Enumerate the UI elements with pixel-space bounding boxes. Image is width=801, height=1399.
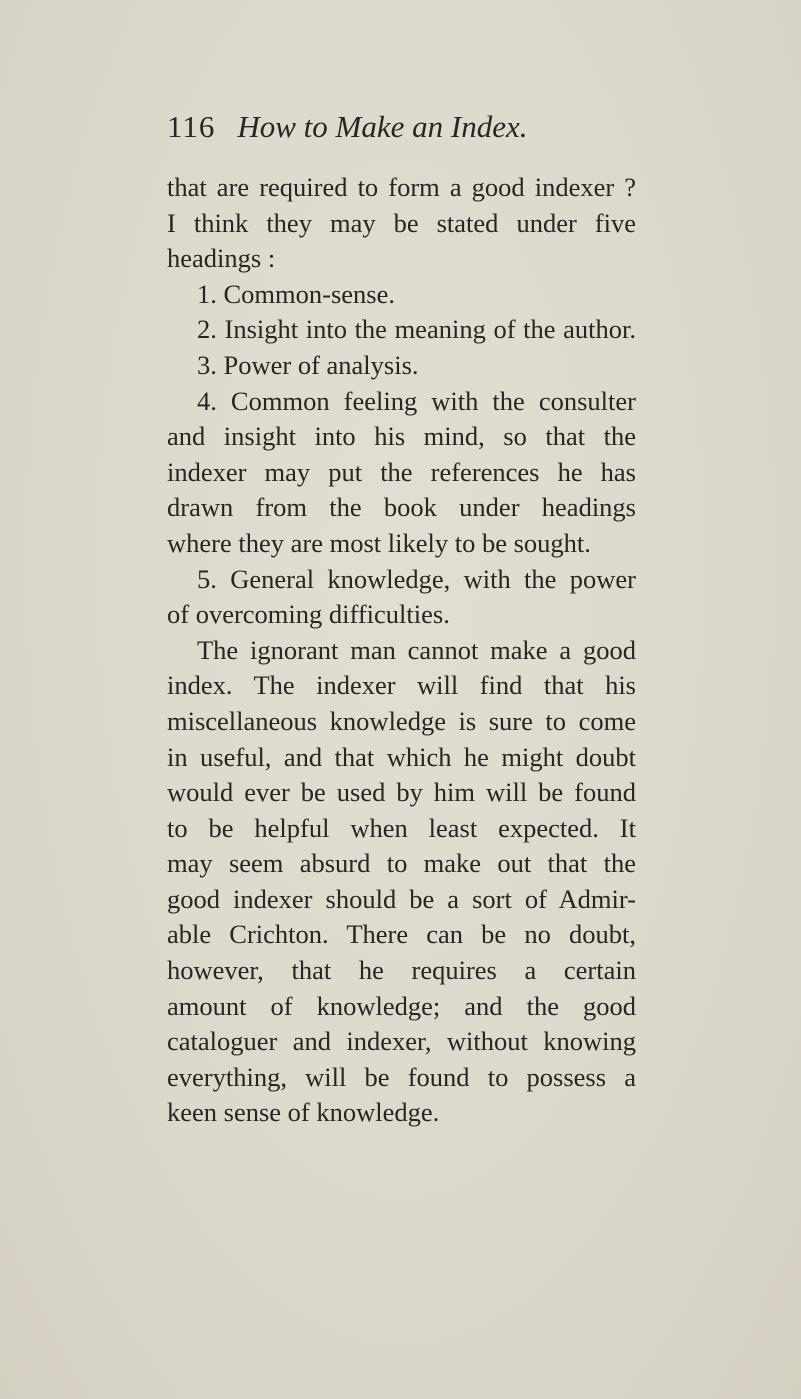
text-line: I think they may be stated under five — [167, 207, 636, 238]
text-line: and insight into his mind, so that the — [167, 421, 636, 452]
text-line: drawn from the book under headings — [167, 492, 636, 523]
text-line: in useful, and that which he might doubt — [167, 741, 636, 772]
text-line: everything, will be found to possess a — [167, 1061, 636, 1092]
text-line: The ignorant man cannot make a good — [197, 634, 636, 665]
text-line: 4. Common feeling with the consulter — [197, 385, 636, 416]
text-line: index. The indexer will find that his — [167, 670, 636, 701]
text-line: would ever be used by him will be found — [167, 777, 636, 808]
text-line: 5. General knowledge, with the power — [197, 563, 636, 594]
page-header — [167, 107, 527, 147]
page-number: 116 — [167, 109, 216, 144]
text-line: good indexer should be a sort of Admir- — [167, 883, 636, 914]
text-line: headings : — [167, 243, 276, 274]
text-line: able Crichton. There can be no doubt, — [167, 919, 636, 950]
text-line: that are required to form a good indexer ? — [167, 172, 636, 202]
text-line: miscellaneous knowledge is sure to come — [167, 705, 636, 736]
text-line: of overcoming difficulties. — [167, 599, 450, 630]
text-line: indexer may put the references he has — [167, 456, 636, 487]
text-line: cataloguer and indexer, without knowing — [167, 1026, 636, 1057]
text-line: however, that he requires a certain — [167, 955, 636, 986]
text-line: where they are most likely to be sought. — [167, 527, 591, 558]
text-line: 3. Power of analysis. — [197, 349, 419, 380]
text-line: 2. Insight into the meaning of the author. — [197, 314, 636, 345]
body-text — [167, 170, 636, 1131]
text-line: keen sense of knowledge. — [167, 1097, 440, 1128]
text-line: to be helpful when least expected. It — [167, 812, 636, 843]
text-line: amount of knowledge; and the good — [167, 990, 636, 1021]
running-title: How to Make an Index. — [237, 109, 528, 144]
text-line: 1. Common-sense. — [197, 278, 395, 309]
text-line: may seem absurd to make out that the — [167, 848, 636, 879]
